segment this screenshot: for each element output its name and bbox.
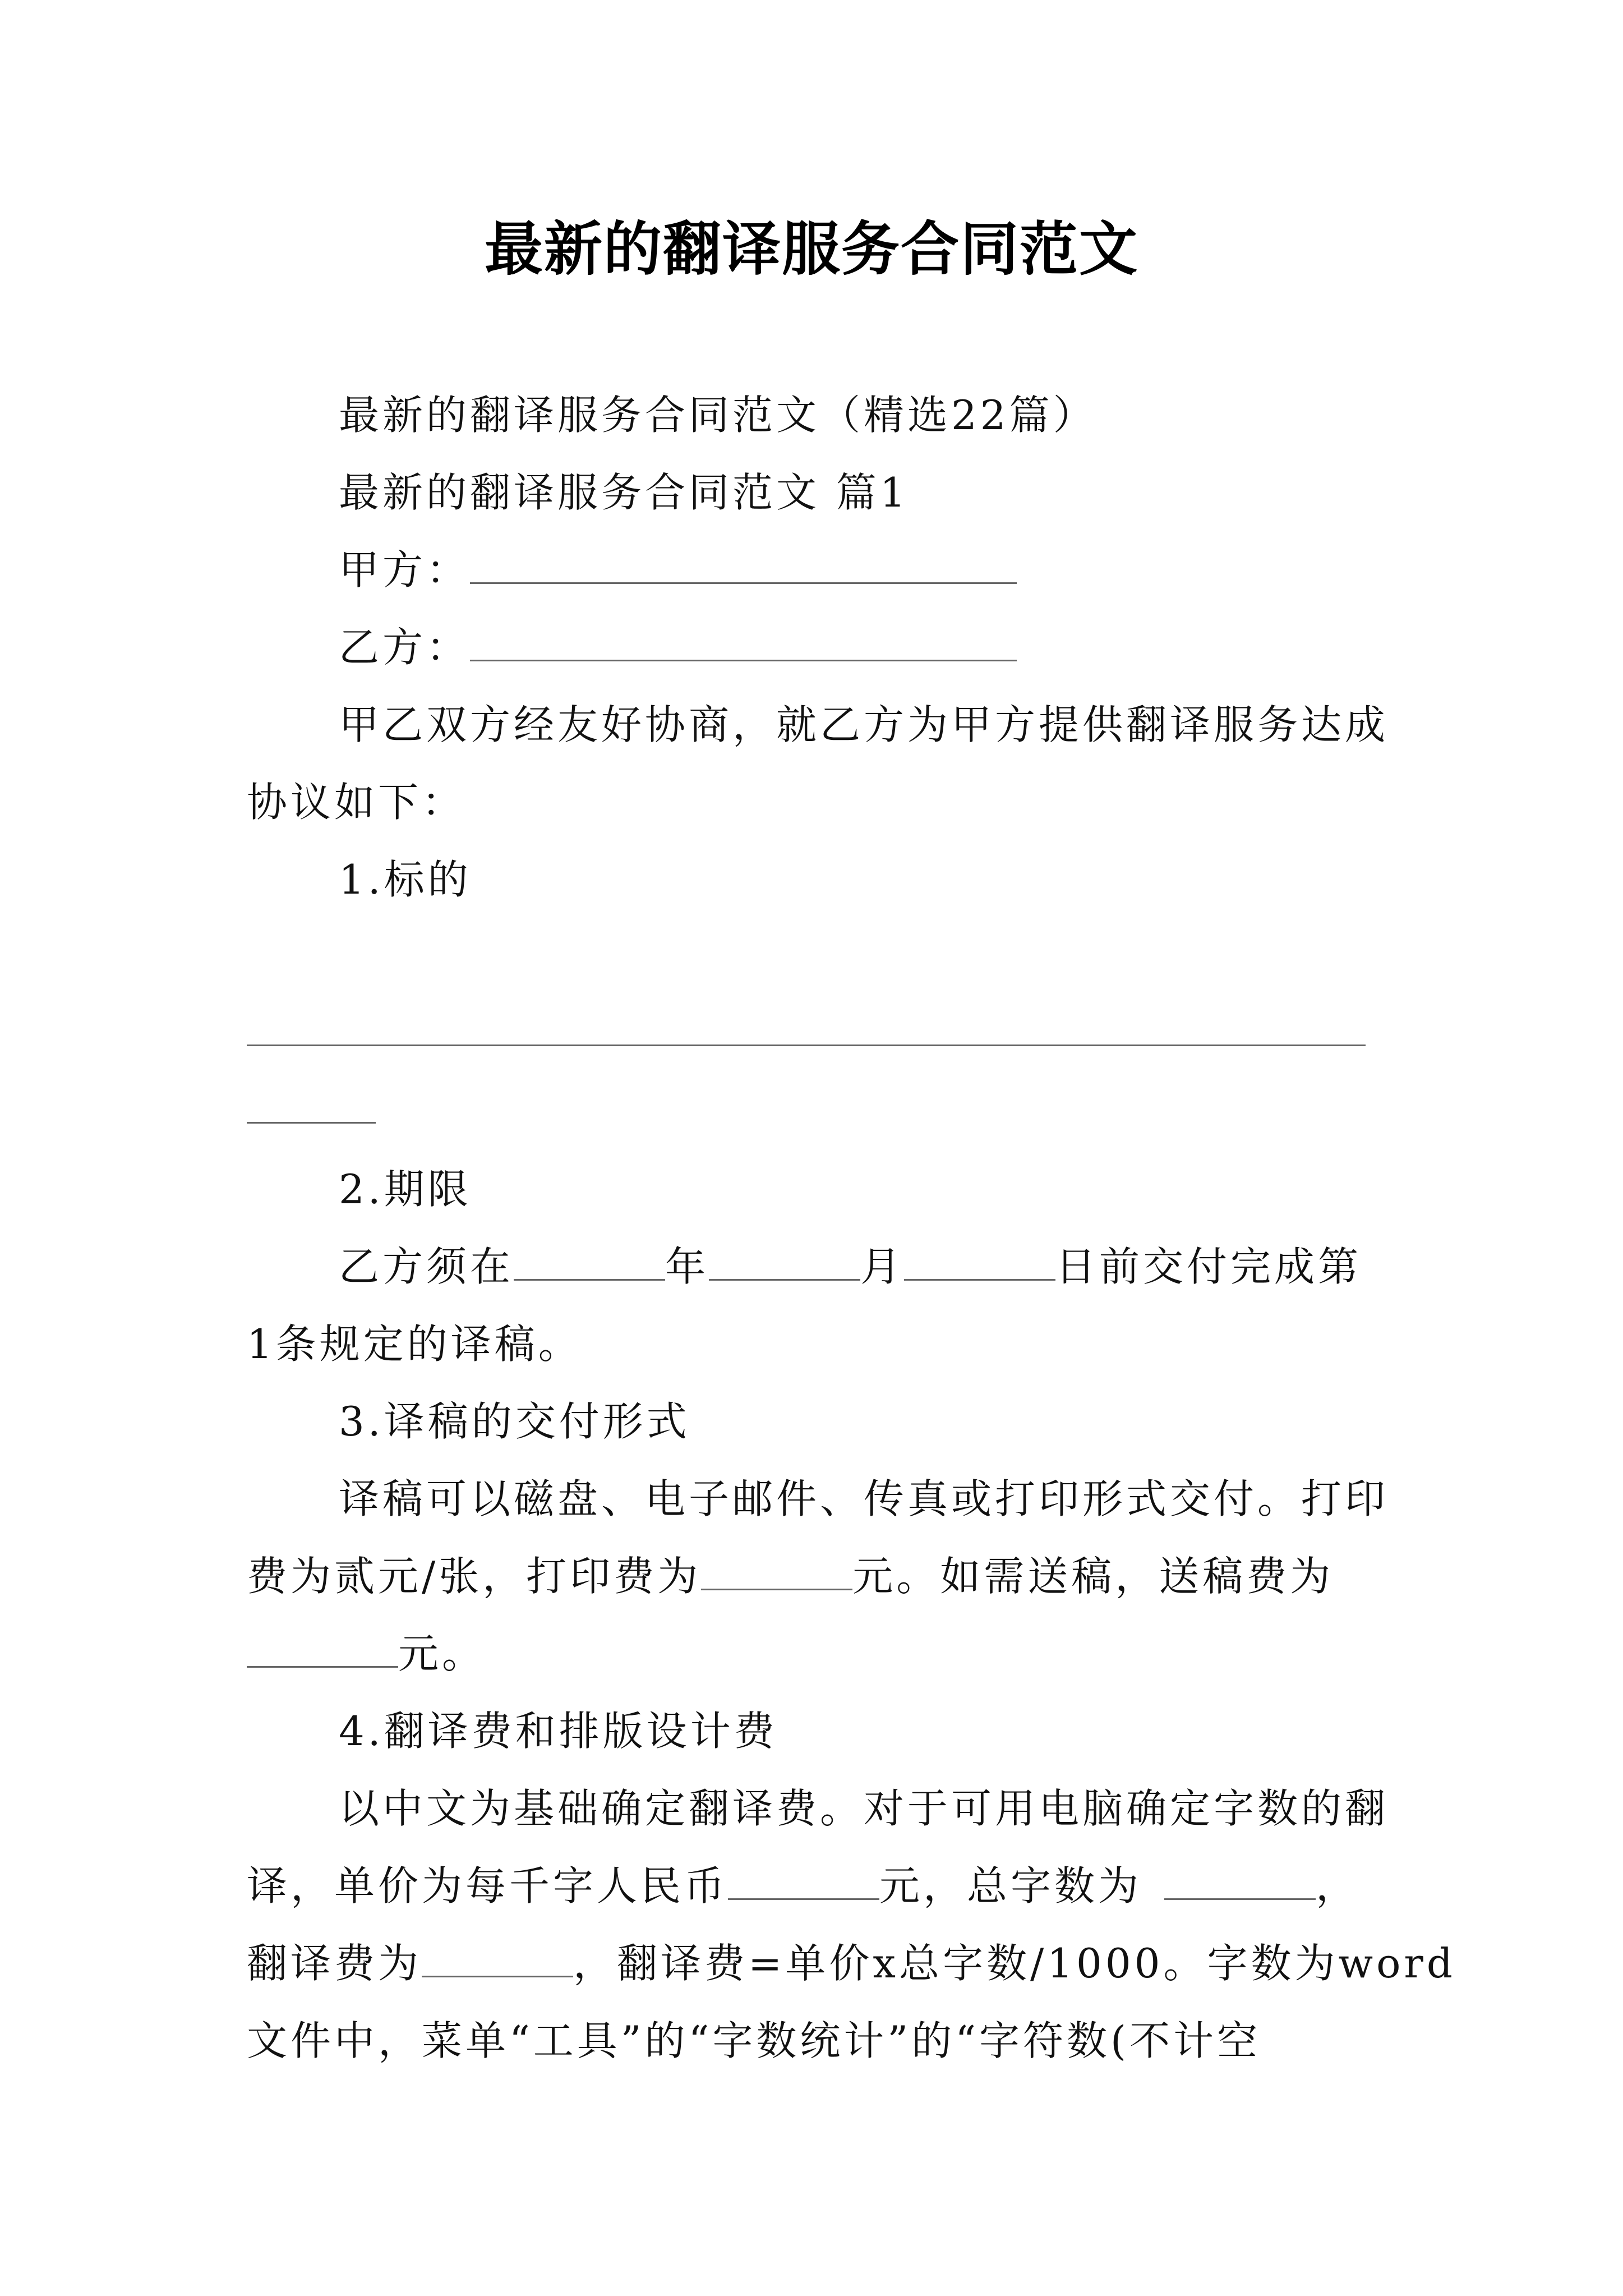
delivery-line-1: 译稿可以磁盘、电子邮件、传真或打印形式交付。打印 <box>339 1475 1389 1522</box>
unit-price-text: 译，单价为每千字人民币 <box>247 1862 728 1910</box>
fee-line-2 <box>247 1864 1359 1908</box>
party-b-blank <box>470 626 1017 661</box>
section-title: 最新的翻译服务合同范文 篇1 <box>339 469 909 516</box>
unit-price-blank <box>728 1865 879 1900</box>
intro-line-1: 甲乙双方经友好协商，就乙方为甲方提供翻译服务达成 <box>339 701 1389 748</box>
subject-blank-line-1 <box>247 1045 1366 1046</box>
clause-4-heading: 4.翻译费和排版设计费 <box>339 1708 778 1755</box>
fee-line-1: 以中文为基础确定翻译费。对于可用电脑确定字数的翻 <box>339 1785 1389 1832</box>
deadline-month-label: 月 <box>860 1243 905 1290</box>
delivery-fee-text: 元。如需送稿，送稿费为 <box>852 1553 1334 1600</box>
subtitle: 最新的翻译服务合同范文（精选22篇） <box>339 392 1097 439</box>
translation-fee-text: 翻译费为 <box>247 1940 422 1987</box>
print-fee-text: 费为贰元/张，打印费为 <box>247 1553 702 1600</box>
clause-1-heading: 1.标的 <box>339 856 472 903</box>
print-fee-blank <box>701 1555 852 1590</box>
party-a-row <box>339 547 1017 592</box>
party-b-row <box>339 625 1017 670</box>
clause-3-heading: 3.译稿的交付形式 <box>339 1398 690 1445</box>
deadline-year-label: 年 <box>665 1243 709 1290</box>
deadline-line-2: 1条规定的译稿。 <box>247 1320 582 1368</box>
fee-line-3 <box>247 1941 1456 1986</box>
fee-line-4: 文件中，菜单“工具”的“字数统计”的“字符数(不计空 <box>247 2017 1261 2064</box>
delivery-fee-unit: 元。 <box>398 1630 486 1677</box>
total-words-text: 元，总字数为 <box>879 1862 1142 1910</box>
intro-line-2: 协议如下： <box>247 779 466 826</box>
deadline-suffix: 日前交付完成第 <box>1055 1243 1362 1290</box>
subject-blank-line-2 <box>247 1122 376 1124</box>
day-blank <box>904 1245 1055 1281</box>
deadline-row <box>339 1244 1362 1289</box>
document-title: 最新的翻译服务合同范文 <box>484 215 1138 283</box>
month-blank <box>709 1245 860 1281</box>
delivery-line-3 <box>247 1631 486 1676</box>
total-words-blank <box>1164 1865 1316 1900</box>
translation-fee-blank <box>422 1942 573 1977</box>
clause-2-heading: 2.期限 <box>339 1166 472 1213</box>
fee-formula-text: ，翻译费=单价x总字数/1000。字数为word <box>573 1940 1456 1987</box>
deadline-prefix: 乙方须在 <box>339 1243 514 1290</box>
comma-text: ， <box>1316 1862 1360 1910</box>
party-b-label: 乙方： <box>339 624 471 671</box>
party-a-label: 甲方： <box>339 546 471 593</box>
delivery-line-2 <box>247 1554 1334 1599</box>
year-blank <box>514 1245 665 1281</box>
party-a-blank <box>470 549 1017 584</box>
delivery-fee-blank <box>247 1632 398 1668</box>
